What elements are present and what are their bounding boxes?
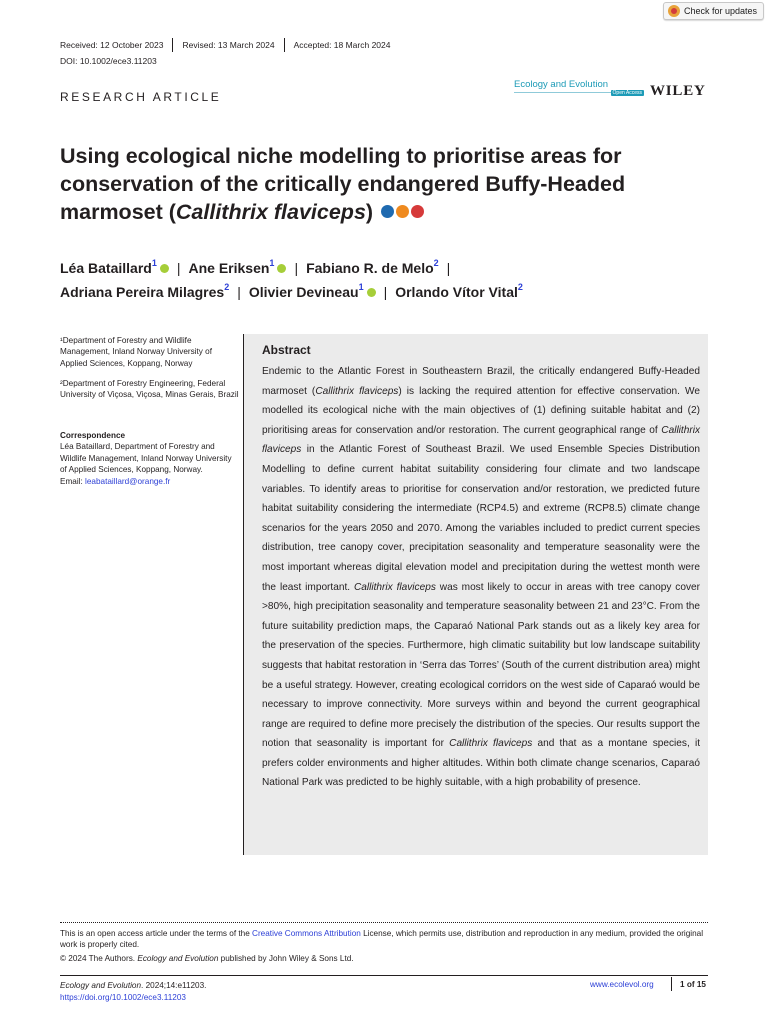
correspondence-heading: Correspondence [60,431,126,440]
correspondence [60,430,240,487]
species-name: Callithrix flaviceps [353,581,436,593]
doi-link[interactable]: https://doi.org/10.1002/ece3.11203 [60,993,186,1002]
affiliation-sup[interactable]: 2 [224,282,230,292]
doi-header: DOI: 10.1002/ece3.11203 [60,56,157,66]
author[interactable] [395,284,523,300]
email-line [60,476,240,487]
accepted-date: Accepted: 18 March 2024 [293,40,391,50]
title-species: Callithrix flaviceps [175,200,366,224]
preregistered-badge-icon[interactable] [411,205,424,218]
species-name: Callithrix flaviceps [449,738,533,750]
author-separator: | [294,259,299,276]
copyright [60,954,354,963]
author-separator: | [176,259,181,276]
title-main: Using ecological niche modelling to prioritise areas for conservation of the critically endangered Buffy-Headed marmoset ( [60,144,626,224]
bottom-divider [60,975,708,976]
author-name: Ane Eriksen [188,259,270,276]
citation [60,980,206,1004]
open-access-badge: Open Access [612,90,642,96]
orcid-icon[interactable] [160,264,169,273]
citation-line [60,980,206,992]
page-number: 1 of 15 [680,980,706,989]
abstract-text-part: Endemic to the Atlantic Forest in Southeastern Brazil, the critically endangered Buffy-Headed marmoset ( [262,366,700,397]
journal-logo [514,79,646,101]
author-name: Léa Bataillard [60,259,152,276]
species-name: Callithrix flaviceps [262,424,700,456]
abstract-text-part: in the Atlantic Forest of Southeast Brazil. We used Ensemble Species Distribution Modelling to define current habitat suitability considering four climate and two landscape variables. To identify areas to prioritise for conservation and/or restoration, we predicted future habitat suitability considering the intermediate (RCP4.5) and extreme (RCP8.5) climate change scenarios for the years 2050 and 2070. Among the variables included to predict current species distribution, tree canopy cover, precipitation seasonality and temperature seasonality were the most important whereas digital elevation model and precipitation during the wettest month were the least important. [262,444,700,593]
email-link[interactable]: leabataillard@orange.fr [85,476,171,486]
footer-divider [60,922,708,923]
abstract-text-part: was most likely to occur in areas with tree canopy cover >80%, high precipitation seasonality and temperature seasonality between 21 and 23°C. From the future suitability prediction maps, the Caparaó National Park stands out as a likely key area for the preservation of the species. Furthermore, high climatic suitability but low landscape suitability suggests that habitat restoration in ‘Serra das Torres’ (South of the current distribution area) might be a useful strategy. However, creating ecological corridors on the west side of Caparaó would be necessary to improve connectivity. More surveys within and beyond the current geographical range are required to define more precisely the distribution of the species. Our results support the notion that seasonality is important for [262,581,700,750]
abstract-rule [243,334,244,855]
author[interactable] [60,260,169,276]
correspondence-text: Léa Bataillard, Department of Forestry and Wildlife Management, Inland Norway University of Applied Sciences, Koppang, Norway. [60,442,232,475]
citation-volume: . 2024;14:e11203. [141,981,207,990]
copyright-text: © 2024 The Authors. [60,954,138,963]
check-for-updates-button[interactable] [663,2,764,20]
revised-date: Revised: 13 March 2024 [182,40,275,50]
received-date: Received: 12 October 2023 [60,40,164,50]
orcid-icon[interactable] [277,264,286,273]
check-for-updates-label: Check for updates [683,6,757,16]
orcid-icon[interactable] [367,288,376,297]
publisher-logo: WILEY [650,83,706,99]
author-name: Orlando Vítor Vital [395,283,518,300]
affiliation-sup[interactable]: 2 [433,258,439,268]
article-dates [60,38,391,52]
abstract-heading: Abstract [262,343,311,357]
author-separator: | [237,283,241,300]
author-name: Fabiano R. de Melo [306,259,434,276]
abstract-text-part: and that as a montane species, it prefers colder environments and higher altitudes. Within both climate change scenarios, Caparaó National Park was predicted to be highly suitable, with a high probability of presence. [262,738,700,789]
page-divider [671,977,672,991]
divider [284,38,285,52]
article-title [60,142,710,226]
affiliation-sup[interactable]: 1 [358,282,364,292]
open-data-badge-icon[interactable] [381,205,394,218]
license-text: This is an open access article under the terms of the [60,929,253,938]
author[interactable] [188,260,286,276]
journal-name: Ecology and Evolution [514,79,609,90]
author[interactable] [306,260,439,276]
copyright-journal: Ecology and Evolution [137,954,219,963]
affiliation-sup[interactable]: 1 [151,258,157,268]
author-separator: | [446,259,451,276]
citation-journal: Ecology and Evolution [60,981,142,990]
copyright-text: published by John Wiley & Sons Ltd. [218,954,354,963]
author[interactable] [249,284,376,300]
creative-commons-link[interactable]: Creative Commons Attribution [252,929,361,938]
email-label: Email: [60,476,86,486]
species-name: Callithrix flaviceps [315,385,399,397]
author-list-line-2 [60,283,720,300]
author-name: Adriana Pereira Milagres [60,283,225,300]
license-statement [60,928,710,951]
author-name: Olivier Devineau [248,283,359,300]
abstract-text-part: ) is lacking the required attention for effective conservation. We modelled its ecological niche with the main objectives of (1) defining suitable habitat and (2) prioritising areas for conservation and/or restoration. The current geographical range of [262,385,701,436]
abstract-text [262,362,700,793]
affiliation-2: ²Department of Forestry Engineering, Federal University of Viçosa, Viçosa, Minas Gerais, Brazil [60,379,239,400]
author-list-line-1 [60,259,720,276]
affiliation-sup[interactable]: 1 [269,258,275,268]
journal-website-link[interactable]: www.ecolevol.org [590,980,654,989]
license-text: License, which permits use, distribution and reproduction in any medium, provided the original work is properly cited. [60,929,704,950]
crossmark-icon [668,5,680,17]
affiliation-1: ¹Department of Forestry and Wildlife Management, Inland Norway University of Applied Sciences, Koppang, Norway [60,336,212,368]
affiliation-sup[interactable]: 2 [517,282,523,292]
open-materials-badge-icon[interactable] [396,205,409,218]
author[interactable] [60,284,229,300]
title-close: ) [365,200,374,224]
article-type: RESEARCH ARTICLE [60,90,222,104]
author-separator: | [383,283,388,300]
divider [172,38,173,52]
